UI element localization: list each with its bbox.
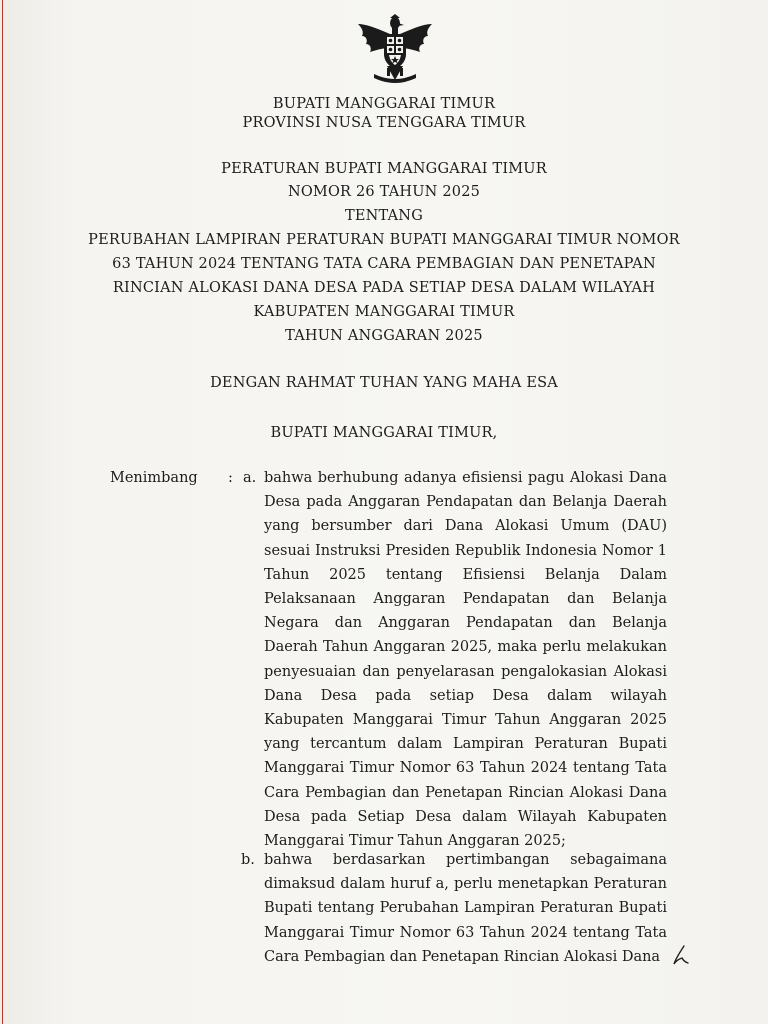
paraf-icon [670, 944, 690, 968]
regulation-number: NOMOR 26 TAHUN 2025 [287, 184, 481, 200]
item-marker-b: b. [241, 852, 255, 868]
red-margin-line [2, 0, 3, 1024]
regulation-subject-line: 63 TAHUN 2024 TENTANG TATA CARA PEMBAGIAN DAN PENETAPAN [112, 256, 656, 272]
regulation-subject-line: PERUBAHAN LAMPIRAN PERATURAN BUPATI MANGGARAI TIMUR NOMOR [88, 232, 680, 248]
garuda-emblem-icon [354, 14, 436, 84]
issuer: BUPATI MANGGARAI TIMUR, [270, 425, 498, 441]
regulation-title: PERATURAN BUPATI MANGGARAI TIMUR [221, 161, 547, 177]
considering-item-a-text: bahwa berhubung adanya efisiensi pagu Alokasi Dana Desa pada Anggaran Pendapatan dan Belanja Daerah yang bersumber dari Dana Alokasi Umum (DAU) sesuai Instruksi Presiden Republik Indonesia Nomor 1 Tahun 2025 tentang Efisiensi Belanja Dalam Pelaksanaan Anggaran Pendapatan dan Belanja Negara dan Anggaran Pendapatan dan Belanja Daerah Tahun Anggaran 2025, maka perlu melakukan penyesuaian dan penyelarasan pengalokasian Alokasi Dana Desa pada setiap Desa dalam wilayah Kabupaten Manggarai Timur Tahun Anggaran 2025 yang tercantum dalam Lampiran Peraturan Bupati Manggarai Timur Nomor 63 Tahun 2024 tentang Tata Cara Pembagian dan Penetapan Rincian Alokasi Dana Desa pada Setiap Desa dalam Wilayah Kabupaten Manggarai Timur Tahun Anggaran 2025; [264, 470, 667, 850]
province-title: PROVINSI NUSA TENGGARA TIMUR [242, 115, 526, 131]
considering-item-b [264, 848, 667, 969]
invocation: DENGAN RAHMAT TUHAN YANG MAHA ESA [210, 375, 558, 391]
considering-item-b-text: bahwa berdasarkan pertimbangan sebagaimana dimaksud dalam huruf a, perlu menetapkan Peraturan Bupati tentang Perubahan Lampiran Peraturan Bupati Manggarai Timur Nomor 63 Tahun 2024 tentang Tata Cara Pembagian dan Penetapan Rincian Alokasi Dana [264, 852, 667, 965]
regulation-about: TENTANG [345, 208, 423, 224]
considering-colon: : [228, 470, 233, 486]
regulation-subject-line: RINCIAN ALOKASI DANA DESA PADA SETIAP DESA DALAM WILAYAH [112, 280, 656, 296]
considering-item-a [264, 466, 667, 853]
considering-label: Menimbang [110, 470, 198, 486]
regulation-subject-line: TAHUN ANGGARAN 2025 [285, 328, 483, 344]
official-title: BUPATI MANGGARAI TIMUR [272, 96, 496, 112]
regulation-subject-line: KABUPATEN MANGGARAI TIMUR [253, 304, 515, 320]
item-marker-a: a. [243, 470, 257, 486]
